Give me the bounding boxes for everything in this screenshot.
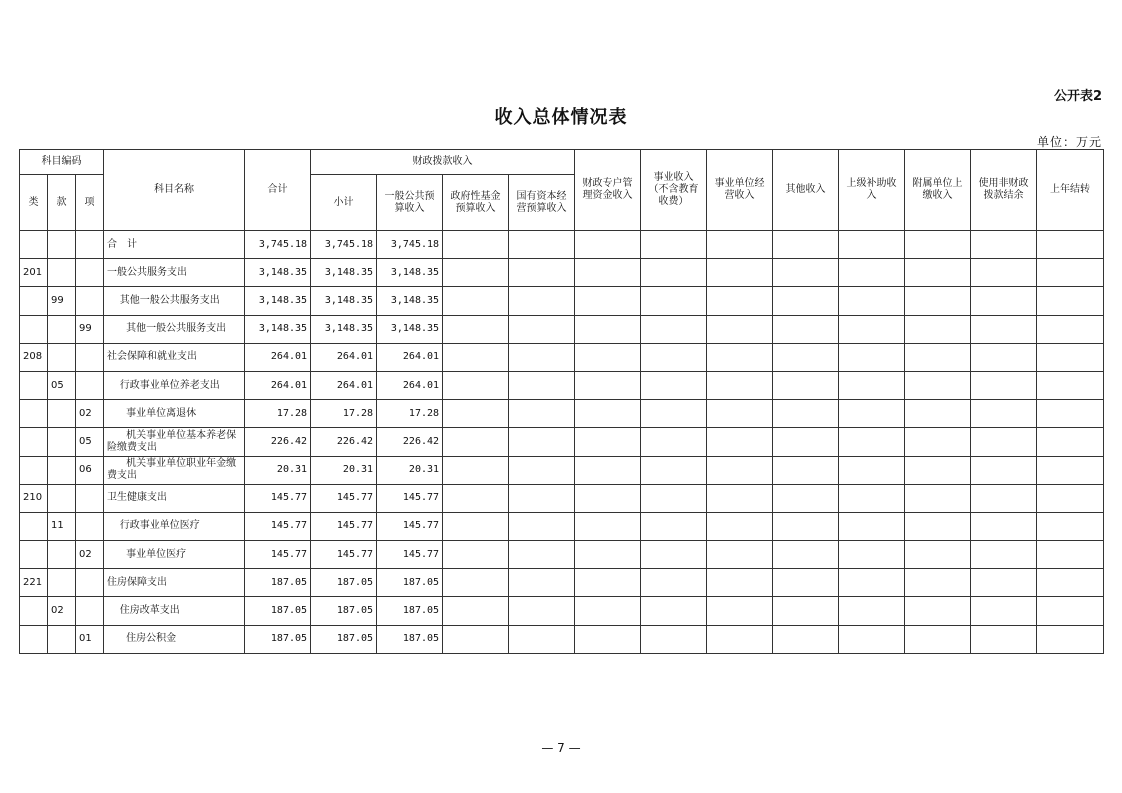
cell-empty (509, 597, 575, 625)
table-row (20, 512, 1104, 540)
cell-empty (971, 456, 1037, 484)
cell-empty (971, 231, 1037, 259)
cell-empty (971, 569, 1037, 597)
cell-empty (971, 315, 1037, 343)
cell-general-budget: 187.05 (377, 597, 443, 625)
cell-xiang (76, 343, 104, 371)
table-body (20, 231, 1104, 654)
cell-subtotal: 145.77 (311, 541, 377, 569)
cell-empty (707, 231, 773, 259)
cell-empty (575, 259, 641, 287)
cell-subtotal: 187.05 (311, 597, 377, 625)
cell-subtotal: 20.31 (311, 456, 377, 484)
cell-empty (1037, 428, 1104, 456)
cell-empty (773, 400, 839, 428)
cell-empty (773, 428, 839, 456)
cell-empty (575, 400, 641, 428)
cell-empty (509, 371, 575, 399)
cell-kuan: 02 (48, 597, 76, 625)
cell-empty (1037, 231, 1104, 259)
cell-name: 事业单位医疗 (104, 541, 245, 569)
table-row (20, 625, 1104, 653)
cell-lei (20, 231, 48, 259)
cell-lei (20, 287, 48, 315)
cell-empty (1037, 625, 1104, 653)
cell-lei (20, 597, 48, 625)
cell-empty (707, 400, 773, 428)
cell-empty (1037, 456, 1104, 484)
cell-empty (575, 287, 641, 315)
cell-empty (443, 315, 509, 343)
cell-empty (641, 400, 707, 428)
cell-empty (773, 456, 839, 484)
cell-empty (773, 259, 839, 287)
cell-empty (905, 597, 971, 625)
cell-empty (443, 597, 509, 625)
cell-empty (443, 484, 509, 512)
unit-label: 单位：万元 (1036, 135, 1102, 149)
cell-xiang (76, 231, 104, 259)
cell-lei (20, 541, 48, 569)
cell-empty (707, 597, 773, 625)
cell-lei (20, 456, 48, 484)
cell-empty (839, 371, 905, 399)
cell-empty (1037, 512, 1104, 540)
cell-subtotal: 187.05 (311, 569, 377, 597)
cell-name: 住房改革支出 (104, 597, 245, 625)
cell-empty (641, 597, 707, 625)
cell-general-budget: 187.05 (377, 569, 443, 597)
cell-empty (707, 315, 773, 343)
cell-total: 187.05 (245, 625, 311, 653)
cell-empty (509, 512, 575, 540)
cell-name: 行政事业单位养老支出 (104, 371, 245, 399)
cell-subtotal: 3,148.35 (311, 315, 377, 343)
cell-name: 事业单位离退休 (104, 400, 245, 428)
cell-kuan: 11 (48, 512, 76, 540)
cell-subtotal: 3,745.18 (311, 231, 377, 259)
cell-xiang: 01 (76, 625, 104, 653)
cell-empty (641, 512, 707, 540)
cell-empty (707, 371, 773, 399)
cell-empty (1037, 400, 1104, 428)
cell-lei: 208 (20, 343, 48, 371)
cell-kuan (48, 456, 76, 484)
cell-empty (443, 625, 509, 653)
cell-general-budget: 145.77 (377, 484, 443, 512)
cell-empty (905, 428, 971, 456)
cell-empty (839, 484, 905, 512)
cell-empty (971, 484, 1037, 512)
cell-empty (443, 512, 509, 540)
cell-empty (641, 456, 707, 484)
cell-name: 机关事业单位基本养老保险缴费支出 (104, 428, 245, 456)
cell-general-budget: 226.42 (377, 428, 443, 456)
cell-empty (443, 259, 509, 287)
cell-total: 17.28 (245, 400, 311, 428)
cell-name: 行政事业单位医疗 (104, 512, 245, 540)
cell-total: 264.01 (245, 371, 311, 399)
cell-empty (1037, 259, 1104, 287)
cell-total: 145.77 (245, 541, 311, 569)
cell-kuan (48, 343, 76, 371)
cell-empty (641, 259, 707, 287)
table-row (20, 569, 1104, 597)
cell-empty (1037, 541, 1104, 569)
cell-empty (443, 371, 509, 399)
cell-empty (575, 597, 641, 625)
cell-empty (971, 625, 1037, 653)
header-fiscal-group: 财政拨款收入 (311, 150, 575, 175)
cell-empty (509, 343, 575, 371)
cell-empty (839, 569, 905, 597)
cell-empty (443, 569, 509, 597)
cell-empty (707, 428, 773, 456)
cell-lei (20, 428, 48, 456)
header-lei: 类 (20, 175, 48, 231)
header-non-fiscal-balance: 使用非财政拨款结余 (971, 150, 1037, 231)
cell-empty (839, 259, 905, 287)
cell-name: 社会保障和就业支出 (104, 343, 245, 371)
cell-subtotal: 3,148.35 (311, 259, 377, 287)
cell-empty (773, 541, 839, 569)
cell-empty (905, 484, 971, 512)
cell-general-budget: 17.28 (377, 400, 443, 428)
cell-empty (443, 541, 509, 569)
cell-empty (575, 625, 641, 653)
cell-lei: 201 (20, 259, 48, 287)
cell-empty (443, 456, 509, 484)
cell-empty (443, 231, 509, 259)
table-row (20, 400, 1104, 428)
table-number: 公开表2 (1053, 89, 1102, 104)
cell-name: 一般公共服务支出 (104, 259, 245, 287)
cell-empty (839, 343, 905, 371)
cell-empty (971, 597, 1037, 625)
cell-xiang (76, 597, 104, 625)
cell-xiang: 02 (76, 541, 104, 569)
cell-xiang (76, 569, 104, 597)
header-subtotal: 小计 (311, 175, 377, 231)
cell-total: 145.77 (245, 512, 311, 540)
table-row (20, 287, 1104, 315)
cell-empty (773, 287, 839, 315)
cell-empty (971, 400, 1037, 428)
cell-empty (509, 231, 575, 259)
cell-empty (641, 541, 707, 569)
cell-empty (443, 428, 509, 456)
table-row (20, 597, 1104, 625)
cell-empty (707, 569, 773, 597)
cell-kuan (48, 315, 76, 343)
cell-total: 187.05 (245, 569, 311, 597)
header-last-year-carryover: 上年结转 (1037, 150, 1104, 231)
cell-empty (707, 625, 773, 653)
cell-general-budget: 264.01 (377, 343, 443, 371)
cell-empty (575, 315, 641, 343)
cell-general-budget: 3,148.35 (377, 287, 443, 315)
cell-empty (707, 259, 773, 287)
cell-empty (443, 400, 509, 428)
header-business-income: 事业收入（不含教育收费） (641, 150, 707, 231)
cell-empty (839, 456, 905, 484)
cell-empty (707, 456, 773, 484)
cell-empty (773, 343, 839, 371)
cell-empty (575, 428, 641, 456)
cell-xiang: 05 (76, 428, 104, 456)
cell-empty (905, 287, 971, 315)
cell-general-budget: 187.05 (377, 625, 443, 653)
cell-empty (905, 231, 971, 259)
cell-empty (1037, 343, 1104, 371)
cell-empty (839, 231, 905, 259)
header-xiang: 项 (76, 175, 104, 231)
table-row (20, 371, 1104, 399)
cell-name: 住房保障支出 (104, 569, 245, 597)
cell-xiang (76, 512, 104, 540)
cell-empty (1037, 371, 1104, 399)
cell-empty (641, 287, 707, 315)
table-row (20, 484, 1104, 512)
cell-empty (1037, 287, 1104, 315)
cell-empty (509, 541, 575, 569)
header-affiliated: 附属单位上缴收入 (905, 150, 971, 231)
cell-subtotal: 145.77 (311, 512, 377, 540)
cell-name: 合 计 (104, 231, 245, 259)
table-row (20, 315, 1104, 343)
cell-empty (773, 315, 839, 343)
cell-total: 264.01 (245, 343, 311, 371)
cell-empty (839, 512, 905, 540)
cell-total: 3,148.35 (245, 315, 311, 343)
cell-empty (1037, 315, 1104, 343)
cell-empty (575, 484, 641, 512)
table-row (20, 428, 1104, 456)
cell-empty (509, 456, 575, 484)
cell-empty (509, 625, 575, 653)
cell-empty (707, 287, 773, 315)
cell-general-budget: 145.77 (377, 512, 443, 540)
header-general-budget: 一般公共预算收入 (377, 175, 443, 231)
cell-lei (20, 512, 48, 540)
header-gov-fund: 政府性基金预算收入 (443, 175, 509, 231)
cell-general-budget: 20.31 (377, 456, 443, 484)
cell-xiang: 99 (76, 315, 104, 343)
header-superior-subsidy: 上级补助收入 (839, 150, 905, 231)
cell-empty (773, 512, 839, 540)
cell-subtotal: 3,148.35 (311, 287, 377, 315)
cell-empty (905, 371, 971, 399)
cell-subtotal: 226.42 (311, 428, 377, 456)
cell-empty (839, 287, 905, 315)
cell-empty (773, 569, 839, 597)
cell-empty (773, 597, 839, 625)
cell-empty (641, 371, 707, 399)
cell-empty (839, 541, 905, 569)
cell-empty (641, 343, 707, 371)
page-number: — 7 — (541, 741, 581, 755)
cell-name: 住房公积金 (104, 625, 245, 653)
cell-empty (971, 428, 1037, 456)
cell-xiang (76, 484, 104, 512)
cell-xiang (76, 371, 104, 399)
cell-empty (707, 512, 773, 540)
cell-kuan (48, 428, 76, 456)
table-row (20, 456, 1104, 484)
header-state-capital: 国有资本经营预算收入 (509, 175, 575, 231)
cell-empty (971, 541, 1037, 569)
header-name: 科目名称 (104, 150, 245, 231)
cell-empty (707, 541, 773, 569)
cell-empty (641, 484, 707, 512)
cell-empty (707, 484, 773, 512)
cell-empty (839, 597, 905, 625)
cell-kuan (48, 625, 76, 653)
cell-total: 187.05 (245, 597, 311, 625)
cell-total: 20.31 (245, 456, 311, 484)
cell-empty (509, 569, 575, 597)
table-row (20, 343, 1104, 371)
cell-empty (773, 484, 839, 512)
cell-empty (1037, 484, 1104, 512)
header-total: 合计 (245, 150, 311, 231)
cell-general-budget: 3,148.35 (377, 315, 443, 343)
cell-empty (905, 343, 971, 371)
cell-empty (905, 400, 971, 428)
cell-kuan (48, 484, 76, 512)
cell-empty (971, 512, 1037, 540)
cell-total: 3,148.35 (245, 287, 311, 315)
cell-empty (641, 315, 707, 343)
cell-empty (509, 259, 575, 287)
cell-empty (641, 231, 707, 259)
cell-empty (509, 287, 575, 315)
cell-lei (20, 371, 48, 399)
cell-empty (575, 541, 641, 569)
cell-empty (839, 315, 905, 343)
cell-kuan (48, 231, 76, 259)
cell-xiang: 06 (76, 456, 104, 484)
table-row (20, 541, 1104, 569)
cell-empty (905, 625, 971, 653)
cell-total: 226.42 (245, 428, 311, 456)
cell-empty (509, 484, 575, 512)
income-summary-table (19, 149, 1104, 654)
cell-subtotal: 264.01 (311, 343, 377, 371)
cell-empty (575, 569, 641, 597)
cell-empty (971, 343, 1037, 371)
cell-kuan (48, 400, 76, 428)
cell-total: 3,745.18 (245, 231, 311, 259)
header-business-operation: 事业单位经营收入 (707, 150, 773, 231)
cell-subtotal: 264.01 (311, 371, 377, 399)
cell-subtotal: 17.28 (311, 400, 377, 428)
cell-empty (575, 343, 641, 371)
cell-name: 卫生健康支出 (104, 484, 245, 512)
cell-name: 其他一般公共服务支出 (104, 287, 245, 315)
cell-empty (773, 231, 839, 259)
cell-kuan: 05 (48, 371, 76, 399)
cell-kuan (48, 541, 76, 569)
cell-empty (509, 428, 575, 456)
cell-empty (905, 569, 971, 597)
cell-empty (641, 428, 707, 456)
cell-subtotal: 145.77 (311, 484, 377, 512)
cell-xiang: 02 (76, 400, 104, 428)
cell-lei: 221 (20, 569, 48, 597)
cell-lei (20, 625, 48, 653)
cell-empty (971, 287, 1037, 315)
cell-kuan (48, 569, 76, 597)
table-row (20, 259, 1104, 287)
cell-empty (575, 456, 641, 484)
header-kuan: 款 (48, 175, 76, 231)
cell-empty (575, 371, 641, 399)
cell-name: 机关事业单位职业年金缴费支出 (104, 456, 245, 484)
header-other-income: 其他收入 (773, 150, 839, 231)
cell-lei: 210 (20, 484, 48, 512)
cell-empty (905, 541, 971, 569)
cell-kuan (48, 259, 76, 287)
cell-empty (707, 343, 773, 371)
cell-empty (1037, 597, 1104, 625)
cell-empty (839, 428, 905, 456)
cell-empty (773, 625, 839, 653)
cell-empty (839, 400, 905, 428)
cell-empty (641, 625, 707, 653)
cell-general-budget: 3,148.35 (377, 259, 443, 287)
cell-xiang (76, 259, 104, 287)
cell-empty (773, 371, 839, 399)
cell-empty (443, 287, 509, 315)
cell-empty (905, 259, 971, 287)
cell-empty (575, 512, 641, 540)
header-code-group: 科目编码 (20, 150, 104, 175)
cell-general-budget: 145.77 (377, 541, 443, 569)
cell-empty (971, 259, 1037, 287)
cell-total: 145.77 (245, 484, 311, 512)
cell-kuan: 99 (48, 287, 76, 315)
cell-subtotal: 187.05 (311, 625, 377, 653)
cell-empty (905, 512, 971, 540)
cell-lei (20, 315, 48, 343)
cell-lei (20, 400, 48, 428)
cell-general-budget: 3,745.18 (377, 231, 443, 259)
cell-empty (1037, 569, 1104, 597)
header-special-fund: 财政专户管理资金收入 (575, 150, 641, 231)
page-title: 收入总体情况表 (494, 107, 628, 128)
cell-empty (509, 400, 575, 428)
table-row (20, 231, 1104, 259)
cell-empty (575, 231, 641, 259)
cell-empty (509, 315, 575, 343)
cell-xiang (76, 287, 104, 315)
cell-empty (443, 343, 509, 371)
cell-empty (641, 569, 707, 597)
cell-general-budget: 264.01 (377, 371, 443, 399)
cell-empty (971, 371, 1037, 399)
cell-empty (839, 625, 905, 653)
cell-empty (905, 315, 971, 343)
cell-total: 3,148.35 (245, 259, 311, 287)
cell-name: 其他一般公共服务支出 (104, 315, 245, 343)
cell-empty (905, 456, 971, 484)
